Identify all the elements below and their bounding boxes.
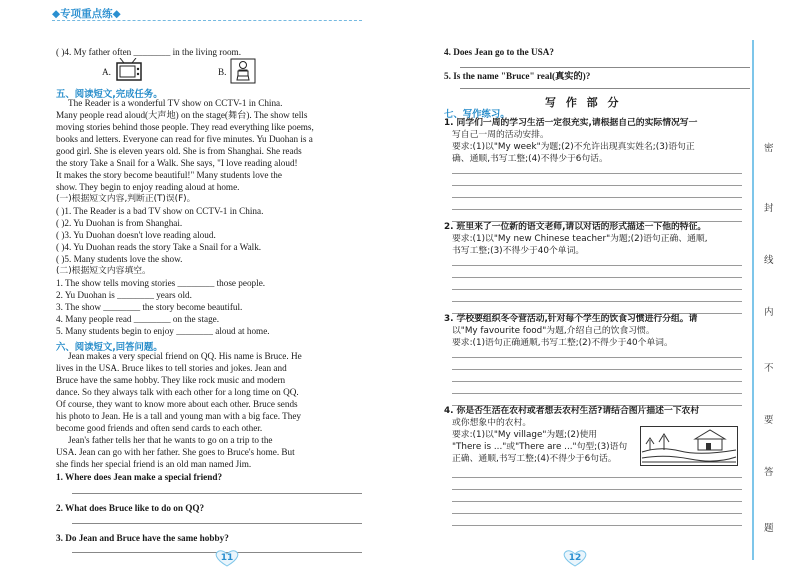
page-number-right: [560, 548, 590, 568]
passage-1-line: moving stories behind those people. They read everything like poems,: [56, 122, 314, 132]
passage-1-line: books and letters. Everyone can read for five minutes. Yu Duohan is a: [56, 134, 313, 144]
writing-task-1: 1. 同学们一周的学习生活一定很充实,请根据自己的实际情况写一: [444, 118, 698, 128]
question-5: 5. Is the name "Bruce" real(真实的)?: [444, 71, 591, 81]
page-number-text: 12: [568, 553, 582, 563]
writing-task-2: 2. 班里来了一位新的语文老师,请以对话的形式描述一下他的特征。: [444, 222, 707, 232]
passage-1-line: The Reader is a wonderful TV show on CCTV-1 in China.: [68, 98, 283, 108]
writing-task-4-line: 或你想象中的农村。: [452, 418, 532, 428]
answer-line[interactable]: [72, 493, 362, 494]
passage-2-line: she finds her special friend is an old man named Jim.: [56, 459, 252, 469]
writing-task-1-line: 确、通顺,书写工整;(4)不得少于6句话。: [452, 154, 608, 164]
writing-area-2[interactable]: [452, 254, 742, 314]
answer-line[interactable]: [72, 523, 362, 524]
writing-area-3[interactable]: [452, 346, 742, 406]
passage-1-line: Many people read aloud(大声地) on the stage(舞台). The show tells: [56, 110, 308, 120]
seal-char: 答: [764, 467, 774, 478]
writing-task-1-line: 要求:(1)以"My week"为题;(2)不允许出现真实姓名;(3)语句正: [452, 142, 695, 152]
subsection-2-title: (二)根据短文内容填空。: [56, 266, 151, 276]
writing-task-4: 4. 你是否生活在农村或者想去农村生活?请结合图片描述一下农村: [444, 406, 700, 416]
tf-item: ( )4. Yu Duohan reads the story Take a Snail for a Walk.: [56, 242, 262, 252]
q4-option-a: A.: [102, 67, 111, 77]
passage-2-line: Bruce have the same hobby. They like rock music and modern: [56, 375, 286, 385]
answer-line[interactable]: [460, 88, 750, 89]
section-5-title: 五、阅读短文,完成任务。: [56, 89, 163, 100]
fill-item: 3. The show ________ the story become beautiful.: [56, 302, 243, 312]
writing-task-2-line: 要求:(1)以"My new Chinese teacher"为题;(2)语句正确、通顺,: [452, 234, 708, 244]
q4-prompt: ( )4. My father often ________ in the living room.: [56, 47, 241, 57]
question-4: 4. Does Jean go to the USA?: [444, 47, 554, 57]
passage-2-line: Of course, they want to know more about each other. Bruce sends: [56, 399, 298, 409]
passage-1-line: It makes the story become beautiful!" Many students love the: [56, 170, 282, 180]
seal-char: 封: [764, 203, 774, 214]
tf-item: ( )1. The Reader is a bad TV show on CCTV-1 in China.: [56, 206, 264, 216]
seal-char: 要: [764, 415, 774, 426]
seal-char: 题: [764, 523, 774, 534]
q4-option-b: B.: [218, 67, 227, 77]
writing-area-1[interactable]: [452, 162, 742, 222]
question-1: 1. Where does Jean make a special friend?: [56, 472, 223, 482]
tf-item: ( )2. Yu Duohan is from Shanghai.: [56, 218, 183, 228]
fill-item: 1. The show tells moving stories ________ those people.: [56, 278, 266, 288]
writing-task-3-line: 要求:(1)语句正确通顺,书写工整;(2)不得少于40个单词。: [452, 338, 673, 348]
seal-char: 线: [764, 255, 774, 266]
passage-2-line: lives in the USA. Bruce likes to tell stories and jokes. Jean and: [56, 363, 287, 373]
subsection-1-title: (一)根据短文内容,判断正(T)误(F)。: [56, 194, 196, 204]
writing-task-2-line: 书写工整;(3)不得少于40个单词。: [452, 246, 585, 256]
writing-area-4[interactable]: [452, 466, 742, 526]
fill-item: 5. Many students begin to enjoy ________ aloud at home.: [56, 326, 270, 336]
page-number-left: [212, 548, 242, 568]
writing-task-4-line: "There is ..."或"There are ..."句型;(3)语句: [452, 442, 628, 452]
writing-task-1-line: 写自己一周的活动安排。: [452, 130, 549, 140]
question-3: 3. Do Jean and Bruce have the same hobby?: [56, 533, 229, 543]
tf-item: ( )5. Many students love the show.: [56, 254, 183, 264]
person-reading-picture: [230, 58, 256, 84]
passage-1-line: the story Take a Snail for a Walk. She says, "I love reading aloud!: [56, 158, 298, 168]
tv-picture: [114, 58, 144, 84]
passage-2-line: Jean makes a very special friend on QQ. His name is Bruce. He: [68, 351, 302, 361]
section-header: ◆专项重点练◆: [52, 8, 121, 20]
passage-1-line: show. They begin to enjoy reading aloud at home.: [56, 182, 240, 192]
writing-task-4-line: 要求:(1)以"My village"为题;(2)使用: [452, 430, 598, 440]
passage-2-line: dance. So they always talk with each other for a long time on QQ.: [56, 387, 299, 397]
writing-task-3-line: 以"My favourite food"为题,介绍自己的饮食习惯。: [452, 326, 655, 336]
writing-section-title: 写 作 部 分: [545, 96, 622, 109]
passage-2-line: Jean's father tells her that he wants to go on a trip to the: [68, 435, 273, 445]
fill-item: 2. Yu Duohan is ________ years old.: [56, 290, 192, 300]
seal-char: 不: [764, 363, 774, 374]
seal-char: 密: [764, 143, 774, 154]
answer-line[interactable]: [460, 67, 750, 68]
passage-2-line: become good friends and often send cards to each other.: [56, 423, 263, 433]
question-2: 2. What does Bruce like to do on QQ?: [56, 503, 205, 513]
section-6-title: 六、阅读短文,回答问题。: [56, 342, 163, 353]
fill-item: 4. Many people read ________ on the stage.: [56, 314, 220, 324]
seal-char: 内: [764, 307, 774, 318]
writing-task-4-line: 正确、通顺,书写工整;(4)不得少于6句话。: [452, 454, 617, 464]
page-number-text: 11: [220, 553, 234, 563]
passage-1-line: good girl. She is eleven years old. She is from Shanghai. She reads: [56, 146, 302, 156]
section-7-title: 七、写作练习。: [444, 109, 510, 120]
seal-line-sidebar: [752, 40, 782, 560]
village-picture: [640, 426, 738, 466]
writing-task-3: 3. 学校要组织冬令营活动,针对每个学生的饮食习惯进行分组。请: [444, 314, 698, 324]
passage-2-line: his photo to Jean. He is a tall and young man with a big face. They: [56, 411, 302, 421]
header-divider: [52, 20, 362, 21]
passage-2-line: USA. Jean can go with her father. She goes to Bruce's home. But: [56, 447, 295, 457]
tf-item: ( )3. Yu Duohan doesn't love reading aloud.: [56, 230, 216, 240]
